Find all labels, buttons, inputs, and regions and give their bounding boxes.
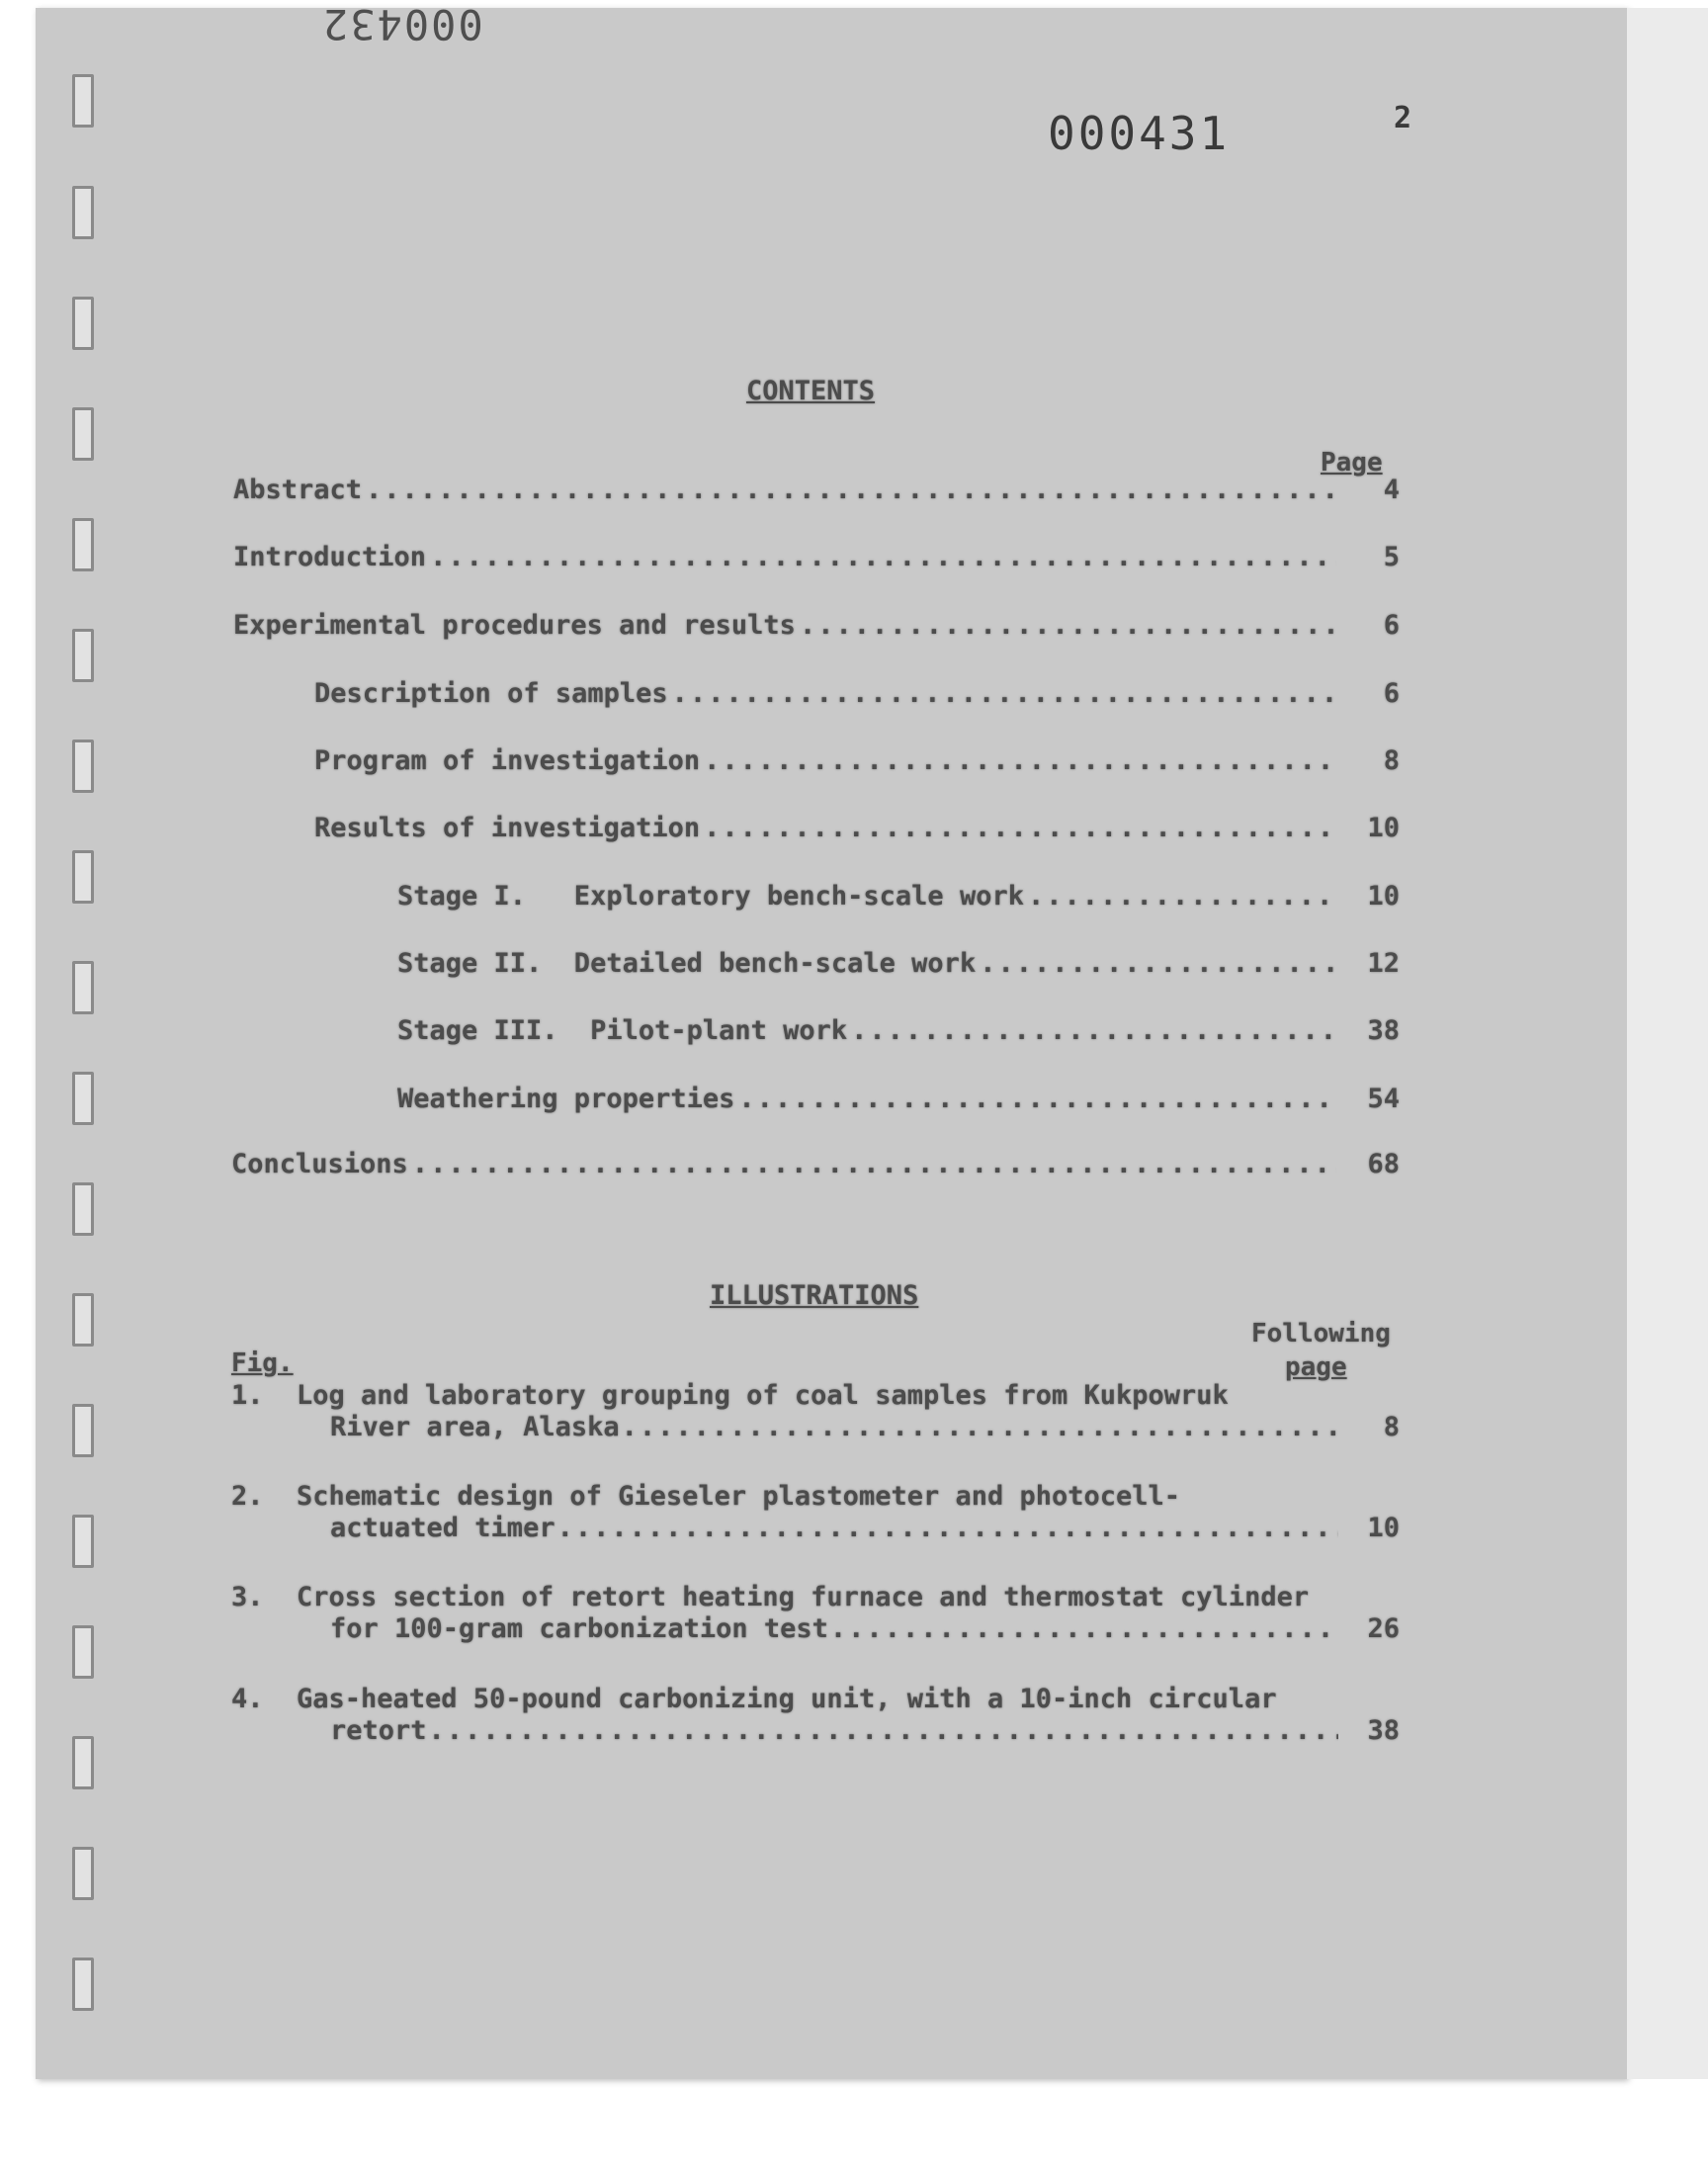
toc-entry — [233, 610, 1400, 641]
toc-entry — [397, 1084, 1400, 1114]
toc-entry — [397, 948, 1400, 979]
figure-caption-line2: for 100-gram carbonization test — [330, 1613, 828, 1644]
toc-entry — [231, 1149, 1400, 1179]
toc-entry — [314, 678, 1400, 709]
figure-page: 38 — [1367, 1715, 1400, 1746]
toc-entry — [314, 813, 1400, 843]
punch-hole — [72, 1182, 94, 1236]
figure-page: 10 — [1367, 1513, 1400, 1543]
toc-entry-page: 6 — [1383, 678, 1400, 709]
page-number: 2 — [1394, 101, 1412, 135]
figure-caption-line1: Cross section of retort heating furnace and thermostat cylinder — [297, 1582, 1310, 1612]
leader-dots — [738, 1084, 1336, 1114]
figure-caption-line2: River area, Alaska — [330, 1412, 620, 1442]
punch-hole — [72, 740, 94, 793]
following-column-header: Following — [1251, 1319, 1391, 1348]
figure-caption-line2: actuated timer — [330, 1513, 555, 1543]
toc-entry — [233, 475, 1400, 505]
toc-entry-page: 10 — [1367, 881, 1400, 912]
page-column-header: Page — [1321, 448, 1383, 478]
contents-heading: CONTENTS — [746, 376, 876, 406]
leader-dots — [672, 678, 1336, 709]
leader-dots — [622, 1412, 1338, 1442]
leader-dots — [366, 475, 1336, 505]
toc-entry-page: 68 — [1367, 1149, 1400, 1179]
leader-dots — [800, 610, 1336, 641]
leader-dots — [704, 745, 1336, 776]
figure-number: 1. — [231, 1380, 264, 1411]
punch-hole — [72, 518, 94, 571]
scan-margin — [1627, 8, 1708, 2079]
leader-dots — [429, 1715, 1338, 1746]
toc-entry-page: 6 — [1383, 610, 1400, 641]
leader-dots — [557, 1513, 1338, 1543]
toc-entry-label: Stage I. Exploratory bench-scale work — [397, 881, 1024, 912]
leader-dots — [851, 1015, 1336, 1046]
toc-entry — [233, 542, 1400, 572]
punch-hole — [72, 1625, 94, 1679]
fig-column-header: Fig. — [231, 1348, 294, 1378]
figure-page: 26 — [1367, 1613, 1400, 1644]
toc-entry-label: Program of investigation — [314, 745, 701, 776]
illustrations-heading: ILLUSTRATIONS — [710, 1280, 919, 1311]
toc-entry-page: 54 — [1367, 1084, 1400, 1114]
toc-entry — [314, 745, 1400, 776]
figure-caption-line1: Schematic design of Gieseler plastometer and photocell- — [297, 1481, 1181, 1512]
punch-hole — [72, 1293, 94, 1347]
toc-entry-label: Conclusions — [231, 1149, 408, 1179]
toc-entry-page: 4 — [1383, 475, 1400, 505]
page-column-header: page — [1285, 1352, 1347, 1382]
punch-hole — [72, 629, 94, 682]
toc-entry — [397, 881, 1400, 912]
leader-dots — [980, 948, 1336, 979]
figure-caption-line2-row — [330, 1613, 1400, 1644]
figure-caption-line2-row — [330, 1715, 1400, 1746]
figure-page: 8 — [1383, 1412, 1400, 1442]
toc-entry-label: Experimental procedures and results — [233, 610, 796, 641]
toc-entry-label: Introduction — [233, 542, 427, 572]
toc-entry — [397, 1015, 1400, 1046]
punch-hole — [72, 1847, 94, 1900]
figure-number: 4. — [231, 1684, 264, 1714]
leader-dots — [412, 1149, 1336, 1179]
figure-entry — [231, 1684, 1400, 1753]
toc-entry-page: 8 — [1383, 745, 1400, 776]
punch-hole — [72, 850, 94, 904]
toc-entry-page: 12 — [1367, 948, 1400, 979]
toc-entry-label: Description of samples — [314, 678, 668, 709]
figure-caption-line1: Gas-heated 50-pound carbonizing unit, with a 10-inch circular — [297, 1684, 1277, 1714]
punch-hole — [72, 74, 94, 128]
punch-hole — [72, 1515, 94, 1568]
toc-entry-page: 10 — [1367, 813, 1400, 843]
punch-hole — [72, 1736, 94, 1789]
punch-hole — [72, 1404, 94, 1457]
toc-entry-label: Weathering properties — [397, 1084, 735, 1114]
punch-hole — [72, 186, 94, 239]
figure-entry — [231, 1380, 1400, 1449]
punch-hole — [72, 407, 94, 461]
toc-entry-page: 38 — [1367, 1015, 1400, 1046]
stamp-number: 000431 — [1048, 107, 1231, 160]
leader-dots — [830, 1613, 1338, 1644]
leader-dots — [430, 542, 1336, 572]
figure-entry — [231, 1582, 1400, 1651]
toc-entry-label: Results of investigation — [314, 813, 701, 843]
leader-dots — [1028, 881, 1336, 912]
toc-entry-page: 5 — [1383, 542, 1400, 572]
figure-number: 3. — [231, 1582, 264, 1612]
figure-caption-line1: Log and laboratory grouping of coal samples from Kukpowruk — [297, 1380, 1229, 1411]
punch-hole — [72, 297, 94, 350]
punch-hole — [72, 1958, 94, 2011]
inverted-stamp-number: 000432 — [321, 0, 483, 48]
figure-caption-line2-row — [330, 1513, 1400, 1543]
figure-number: 2. — [231, 1481, 264, 1512]
punch-hole — [72, 961, 94, 1014]
figure-caption-line2-row — [330, 1412, 1400, 1442]
leader-dots — [704, 813, 1336, 843]
figure-entry — [231, 1481, 1400, 1550]
punch-hole — [72, 1072, 94, 1125]
toc-entry-label: Stage III. Pilot-plant work — [397, 1015, 848, 1046]
toc-entry-label: Abstract — [233, 475, 363, 505]
figure-caption-line2: retort — [330, 1715, 427, 1746]
toc-entry-label: Stage II. Detailed bench-scale work — [397, 948, 977, 979]
